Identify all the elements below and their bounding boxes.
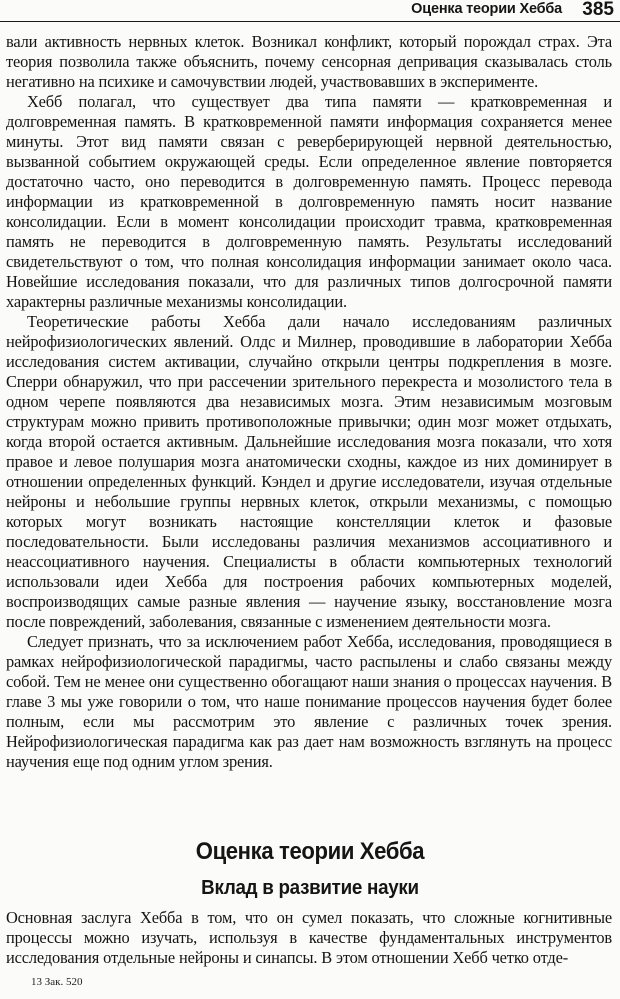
page-number: 385: [582, 0, 614, 20]
paragraph-continuation: вали активность нервных клеток. Возникал конфликт, который порождал страх. Эта теория позволила также объяснить, почему сенсорная депривация сказывалась столь негативно на психике и самочувствии людей, участвовавших в эксперименте.: [6, 32, 612, 91]
printer-signature: 13 Зак. 520: [31, 976, 83, 988]
paragraph-memory-types: Хебб полагал, что существует два типа памяти — кратковременная и долговременная память. В кратковременной памяти информация сохраняется менее минуты. Этот вид памяти связан с реверберирующей нервной деятельностью, вызванной событием окружающей среды. Если определенное явление повторяется достаточно часто, оно переводится в долговременную память. Процесс перевода информации из кратковременной в долговременную память носит название консолидации. Если в момент консолидации происходит травма, кратковременная память не переводится в долговременную память. Результаты исследований свидетельствуют о том, что полная консолидация информации занимает около часа. Новейшие исследования показали, что для различных типов долгосрочной памяти характерны различные механизмы консолидации.: [6, 92, 612, 311]
body-text: [6, 32, 612, 772]
paragraph-conclusion: Следует признать, что за исключением работ Хебба, исследования, проводящиеся в рамках нейрофизиологической парадигмы, часто распылены и слабо связаны между собой. Тем не менее они существенно обогащают наши знания о процессах научения. В главе 3 мы уже говорили о том, что наше понимание процессов научения будет более полным, если мы рассмотрим это явление с различных точек зрения. Нейрофизиологическая парадигма как раз дает нам возможность взглянуть на процесс научения еще под одним углом зрения.: [6, 632, 612, 771]
body-text-after-heading: [6, 908, 612, 968]
paragraph-research: Теоретические работы Хебба дали начало исследованиям различных нейрофизиологических явлений. Олдс и Милнер, проводившие в лаборатории Хебба исследования систем активации, случайно открыли центры подкрепления в мозге. Сперри обнаружил, что при рассечении зрительного перекреста и мозолистого тела в одном черепе появляются два независимых мозга. Этим независимым мозговым структурам можно привить противоположные привычки; один мозг может отдыхать, когда второй остается активным. Дальнейшие исследования мозга показали, что хотя правое и левое полушария мозга анатомически сходны, каждое из них доминирует в отношении определенных функций. Кэндел и другие исследователи, изучая отдельные нейроны и небольшие группы нервных клеток, открыли механизмы, с помощью которых могут возникать настоящие констелляции клеток и фазовые последовательности. Были исследованы различия механизмов ассоциативного и неассоциативного научения. Специалисты в области компьютерных технологий использовали идеи Хебба для построения рабочих компьютерных моделей, воспроизводящих самые разные явления — научение языку, восстановление мозга после повреждений, заболевания, связанные с изменением деятельности мозга.: [6, 312, 612, 631]
subsection-heading: Вклад в развитие науки: [201, 877, 419, 899]
header-rule: [0, 21, 620, 22]
section-heading: Оценка теории Хебба: [195, 838, 425, 865]
running-header-title: Оценка теории Хебба: [411, 1, 562, 17]
paragraph-contribution: Основная заслуга Хебба в том, что он сумел показать, что сложные когнитивные процессы можно изучать, используя в качестве фундаментальных инструментов исследования отдельные нейроны и синапсы. В этом отношении Хебб четко отде-: [6, 908, 612, 967]
running-header: [0, 0, 620, 24]
